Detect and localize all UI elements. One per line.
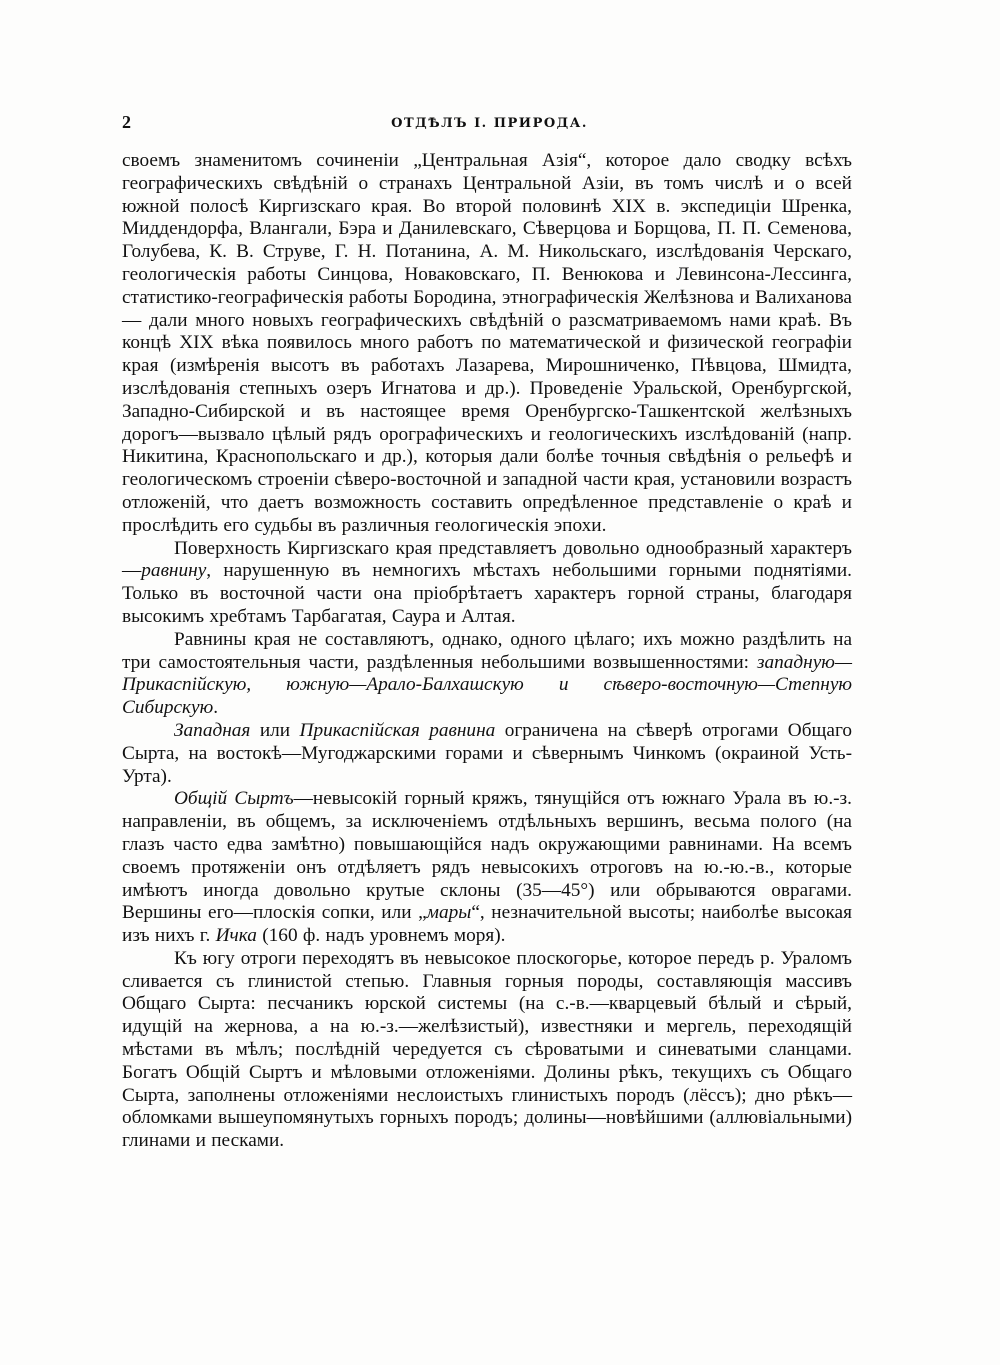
emphasis: мары xyxy=(426,902,472,924)
paragraph-text: —невысокій горный кряжъ, тянущійся отъ южнаго Урала въ ю.-з. направленіи, въ общемъ, за исключеніемъ отдѣльныхъ вершинъ, весьма пологo (на глазъ часто едва замѣтно) повышающійся надъ окружающими равнинами. На всемъ своемъ протяженіи онъ отдѣляетъ рядъ невысокихъ отроговъ на ю.-ю.-в., которые имѣютъ иногда довольно крутые склоны (35—45°) или обрываются оврагами. Вершины его—плоскія сопки, или „ xyxy=(122,788,852,924)
paragraph xyxy=(122,629,852,720)
running-head: ОТДѢЛЪ I. ПРИРОДА. xyxy=(391,116,588,131)
paragraph-text: Къ югу отроги переходятъ въ невысокое плоскогорье, которое передъ р. Ураломъ сливается съ глинистой степью. Главныя горныя породы, составляющія массивъ Общаго Сырта: песчаникъ юрской системы (на с.-в.—кварцевый бѣлый и сѣрый, идущій на жернова, а на ю.-з.—желѣзистый), известняки и мергель, переходящій мѣстами въ мѣлъ; послѣдній чередуется съ сѣроватыми и синеватыми сланцами. Богатъ Общій Сыртъ и мѣловыми отложеніями. Долины рѣкъ, текущихъ съ Общаго Сырта, заполнены отложеніями неслоистыхъ глинистыхъ породъ (лёссъ); дно рѣкъ—обломками вышеупомянутыхъ горныхъ породъ; долины—новѣйшими (аллювіальными) глинами и песками. xyxy=(122,947,852,1152)
emphasis: Прикаспійская равнина xyxy=(299,719,496,741)
emphasis: Ичка xyxy=(215,925,257,947)
paragraph-text: “, незначительной высоты; наиболѣе высокая изъ нихъ г. xyxy=(122,902,852,947)
paragraph-text: или xyxy=(250,719,300,741)
body-text xyxy=(122,150,852,1153)
paragraph-text: Равнины края не составляютъ, однако, одного цѣлаго; ихъ можно раздѣлить на три самостоятельныя части, раздѣленныя небольшими возвышенностями: xyxy=(122,628,852,673)
paragraph xyxy=(122,720,852,788)
paragraph xyxy=(122,538,852,629)
emphasis: Общій Сыртъ xyxy=(174,788,294,810)
page-number: 2 xyxy=(122,112,131,132)
paragraph xyxy=(122,150,852,538)
emphasis: Западная xyxy=(174,719,251,741)
paragraph-text: , нарушенную въ немногихъ мѣстахъ небольшими горными поднятіями. Только въ восточной части она пріобрѣтаетъ характеръ горной страны, благодаря высокимъ хребтамъ Тарбагатая, Саура и Алтая. xyxy=(122,560,852,627)
emphasis: равнину xyxy=(141,560,207,582)
paragraph-text: Поверхность Киргизскаго края представляетъ довольно однообразный характеръ— xyxy=(122,537,852,582)
paragraph-text: своемъ знаменитомъ сочиненіи „Центральная Азія“, которое дало сводку всѣхъ географическихъ свѣдѣній о странахъ Центральной Азіи, въ томъ числѣ и о всей южной полосѣ Киргизскаго края. Во второй половинѣ XIX в. экспедиціи Шренка, Миддендорфа, Влангали, Бэра и Данилевскаго, Сѣверцова и Борщова, П. П. Семенова, Голубева, К. В. Струве, Г. Н. Потанина, А. М. Никольскаго, изслѣдованія Черскаго, геологическія работы Синцова, Новаковскаго, П. Венюкова и Левинсона-Лессинга, статистико-географическія работы Бородина, этнографическія Желѣзнова и Валиханова— дали много новыхъ географическихъ свѣдѣній о разсматриваемомъ нами краѣ. Въ концѣ XIX вѣка появилось много работъ по математической и физической географіи края (измѣренія высотъ въ работахъ Лазарева, Мирошниченко, Пѣвцова, Шмидта, изслѣдованія степныхъ озеръ Игнатова и др.). Проведеніе Уральской, Оренбургской, Западно-Сибирской и въ настоящее время Оренбургско-Ташкентской желѣзныхъ дорогъ—вызвало цѣлый рядъ орографическихъ и геологическихъ изслѣдованій (напр. Никитина, Краснопольскаго и др.), которыя дали болѣе точныя свѣдѣнія о рельефѣ и геологическомъ строеніи сѣверо-восточной и западной части края, установили возрастъ отложеній, что даетъ возможность составить опредѣленное представленіе о краѣ и прослѣдить его судьбы въ различныя геологическія эпохи. xyxy=(122,150,852,536)
paragraph-text: . xyxy=(213,697,219,719)
paragraph xyxy=(122,788,852,948)
emphasis: западную—Прикаспійскую, южную—Арало-Балхашскую и сѣверо-восточную—Степную Сибирскую xyxy=(122,651,852,719)
paragraph-text: ограничена на сѣверѣ отрогами Общаго Сырта, на востокѣ—Мугоджарскими горами и сѣвернымъ Чинкомъ (окраиной Усть-Урта). xyxy=(122,719,853,787)
paragraph xyxy=(122,948,852,1153)
page-header xyxy=(122,112,857,138)
paragraph-text: (160 ф. надъ уровнемъ моря). xyxy=(256,925,506,947)
